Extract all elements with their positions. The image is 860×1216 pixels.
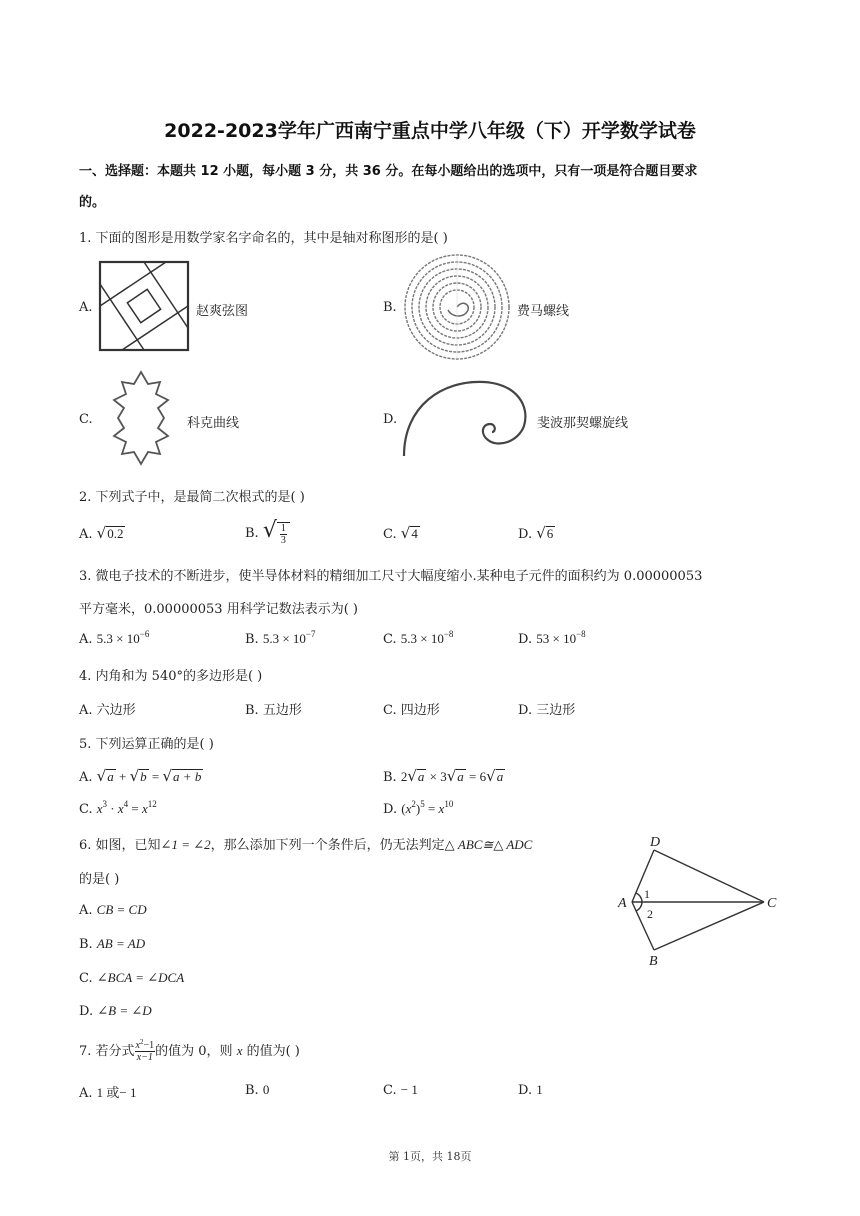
q3-option-c-letter: C. (383, 632, 397, 647)
q7-option-c (383, 1082, 418, 1098)
q5-option-a-radicand-3: a + b (173, 769, 202, 784)
q6-stem-line1 (79, 834, 532, 853)
q2-option-b-fraction (277, 522, 290, 546)
q1-option-a-letter: A. (79, 300, 93, 315)
q4-option-d (518, 699, 575, 718)
radical-sign: √ (262, 518, 277, 543)
q6-figure (612, 832, 782, 972)
q3-option-a-exponent: −6 (139, 629, 150, 639)
q6-angle-equation: ∠1 = ∠2 (160, 837, 211, 852)
figure-label-d: D (650, 835, 661, 850)
q5-option-c (79, 801, 157, 817)
q2-option-a-radicand: 0.2 (107, 526, 124, 541)
q2-option-c-radicand: 4 (411, 526, 418, 541)
q4-option-c (383, 699, 440, 718)
q2-option-b-letter: B. (245, 526, 259, 541)
q5-option-b (383, 767, 505, 785)
q6-option-a-letter: A. (79, 903, 93, 918)
radical-sign: √ (486, 767, 496, 785)
q5-option-d-exp-1: 2 (411, 799, 416, 809)
q7-stem (79, 1040, 300, 1063)
figure-angle-2: 2 (647, 907, 653, 921)
q7-option-d-letter: D. (518, 1083, 533, 1098)
q2-stem: 2. 下列式子中，是最简二次根式的是( ) (79, 490, 305, 505)
q2-option-d-letter: D. (518, 527, 533, 542)
q7-option-c-text: − 1 (400, 1082, 418, 1097)
q4-option-d-text: 三边形 (536, 703, 576, 718)
koch-curve-icon (96, 370, 186, 466)
q6-option-d (79, 1003, 152, 1019)
q5-option-b-letter: B. (383, 770, 397, 785)
q5-option-a-plus: + (115, 769, 130, 784)
radical-sign: √ (96, 767, 107, 785)
radical-sign: √ (162, 767, 173, 785)
radical-sign: √ (407, 767, 417, 785)
q6-option-b-text: AB = AD (96, 936, 146, 951)
q7-variable: x (236, 1043, 243, 1058)
q2-option-b-numerator: 1 (280, 522, 286, 534)
q4-option-b (245, 699, 302, 718)
q6-option-d-text: ∠B = ∠D (97, 1003, 152, 1018)
q5-option-c-exp-3: 12 (147, 799, 157, 809)
q2-option-a-letter: A. (79, 527, 93, 542)
q6-option-b (79, 936, 145, 952)
q3-option-b-exponent: −7 (305, 629, 316, 639)
radical-sign: √ (400, 524, 411, 542)
q5-option-d-equals: = (424, 801, 439, 816)
q1-option-d-caption: 斐波那契螺旋线 (537, 416, 629, 431)
q5-option-d-paren-open: ( (401, 801, 406, 816)
q6-congruence: △ ABC≅△ ADC (444, 837, 533, 852)
q3-option-c-exponent: −8 (443, 629, 454, 639)
q5-option-a-radicand-2: b (140, 769, 147, 784)
q7-option-b-letter: B. (245, 1083, 259, 1098)
q7-option-a-text: 1 或− 1 (96, 1085, 137, 1100)
q7-stem-pre: 7. 若分式 (79, 1044, 135, 1059)
q4-option-c-text: 四边形 (400, 703, 440, 718)
q7-stem-mid: 的值为 0，则 (155, 1044, 237, 1059)
q7-option-d-text: 1 (536, 1082, 543, 1097)
q5-option-c-equals: = (128, 801, 143, 816)
q3-option-a-letter: A. (79, 632, 93, 647)
q5-stem: 5. 下列运算正确的是( ) (79, 737, 214, 752)
q6-option-c-text: ∠BCA = ∠DCA (96, 970, 185, 985)
q2-option-c (383, 524, 420, 542)
q3-option-a-base: 5.3 × 10 (96, 631, 140, 646)
section-heading-cont: 的。 (79, 195, 106, 210)
q5-option-b-radicand-2: a (457, 769, 464, 784)
q1-option-d-letter: D. (383, 412, 398, 427)
q3-option-d-exponent: −8 (576, 629, 586, 639)
q7-numerator-exp: 2 (140, 1038, 144, 1046)
q5-option-b-radicand-3: a (496, 769, 504, 784)
q1-stem: 1. 下面的图形是用数学家名字命名的，其中是轴对称图形的是( ) (79, 231, 448, 246)
page-footer: 第 1页，共 18页 (388, 1150, 472, 1163)
q7-option-b (245, 1082, 269, 1098)
q5-option-d-exp-3: 10 (444, 799, 454, 809)
fibonacci-spiral-icon (402, 376, 532, 458)
q3-option-b-base: 5.3 × 10 (262, 631, 306, 646)
q2-option-d (518, 524, 555, 542)
q7-option-b-text: 0 (262, 1082, 270, 1097)
q3-option-a (79, 631, 149, 647)
q2-option-d-radicand: 6 (546, 526, 554, 541)
q4-option-a (79, 699, 136, 718)
section-heading: 一、选择题：本题共 12 小题，每小题 3 分，共 36 分。在每小题给出的选项中，只有一项是符合题目要求 (79, 164, 698, 179)
q5-option-d (383, 801, 453, 817)
q4-option-a-letter: A. (79, 703, 93, 718)
q3-option-d-base: 53 × 10 (536, 631, 577, 646)
q3-option-b (245, 631, 316, 647)
q7-option-a-letter: A. (79, 1086, 93, 1101)
q2-option-b-denominator: 3 (280, 534, 286, 546)
q7-option-a (79, 1082, 137, 1101)
q5-option-a-letter: A. (79, 770, 93, 785)
q1-option-b-caption: 费马螺线 (517, 304, 570, 319)
q3-option-d-letter: D. (518, 632, 533, 647)
q6-stem-line2: 的是( ) (79, 872, 120, 887)
q5-option-a (79, 767, 203, 785)
q5-option-b-coef: 2 (400, 769, 408, 784)
q1-option-a-caption: 赵爽弦图 (196, 304, 249, 319)
q4-option-d-letter: D. (518, 703, 533, 718)
q6-option-c (79, 970, 184, 986)
radical-sign: √ (536, 524, 546, 542)
figure-label-c: C (767, 896, 777, 911)
q5-option-c-var-1: x (96, 801, 103, 816)
figure-label-b: B (649, 954, 658, 969)
q4-option-b-text: 五边形 (262, 703, 302, 718)
q4-option-c-letter: C. (383, 703, 397, 718)
q7-numerator-var: x (135, 1040, 140, 1051)
q1-option-c-caption: 科克曲线 (187, 416, 240, 431)
q5-option-c-letter: C. (79, 802, 93, 817)
q7-fraction-numerator (135, 1040, 156, 1052)
q3-stem-line2: 平方毫米，0.00000053 用科学记数法表示为( ) (79, 602, 358, 617)
radical-sign: √ (446, 767, 457, 785)
q4-option-a-text: 六边形 (96, 703, 136, 718)
q3-stem-line1: 3. 微电子技术的不断进步，使半导体材料的精细加工尺寸大幅度缩小.某种电子元件的面积约为 0.00000053 (79, 569, 703, 584)
q6-option-d-letter: D. (79, 1004, 94, 1019)
page-title: 2022-2023学年广西南宁重点中学八年级（下）开学数学试卷 (164, 120, 696, 142)
q1-option-b-letter: B. (383, 300, 397, 315)
q2-option-a (79, 524, 125, 542)
q5-option-c-exp-1: 3 (102, 799, 108, 809)
q5-option-d-var-2: x (438, 801, 445, 816)
q7-option-d (518, 1082, 543, 1098)
q5-option-b-radicand-1: a (417, 769, 425, 784)
q7-numerator-rest: −1 (143, 1040, 155, 1051)
q4-option-b-letter: B. (245, 703, 259, 718)
q6-option-b-letter: B. (79, 937, 93, 952)
q5-option-a-equals: = (148, 769, 163, 784)
q5-option-b-equals: = 6 (465, 769, 487, 784)
zhao-shuang-diagram-icon (98, 260, 190, 352)
q5-option-a-radicand-1: a (107, 769, 114, 784)
q3-option-c-base: 5.3 × 10 (400, 631, 444, 646)
q5-option-c-dot: · (107, 801, 118, 816)
q6-option-c-letter: C. (79, 971, 93, 986)
q6-stem-pre: 6. 如图，已知 (79, 838, 161, 853)
q5-option-b-times: × 3 (426, 769, 447, 784)
q5-option-d-paren-close: ) (415, 801, 421, 816)
q7-option-c-letter: C. (383, 1083, 397, 1098)
q5-option-c-exp-2: 4 (123, 799, 129, 809)
q7-fraction-denominator: x−1 (136, 1052, 153, 1063)
q3-option-b-letter: B. (245, 632, 259, 647)
q5-option-d-var-1: x (405, 801, 412, 816)
radical-sign: √ (96, 524, 107, 542)
q3-option-d (518, 631, 586, 647)
figure-angle-1: 1 (644, 887, 650, 901)
q4-stem: 4. 内角和为 540°的多边形是( ) (79, 669, 263, 684)
q6-stem-mid: ，那么添加下列一个条件后，仍无法判定 (210, 838, 445, 853)
q3-option-c (383, 631, 453, 647)
q5-option-c-var-2: x (117, 801, 124, 816)
fermat-spiral-icon (402, 252, 512, 362)
q2-option-c-letter: C. (383, 527, 397, 542)
radical-sign: √ (129, 767, 140, 785)
q7-fraction (135, 1040, 156, 1063)
q5-option-c-var-3: x (142, 801, 148, 816)
q5-option-d-letter: D. (383, 802, 398, 817)
q6-option-a-text: CB = CD (96, 902, 147, 917)
q6-option-a (79, 902, 147, 918)
q2-option-b (245, 518, 290, 546)
q5-option-d-exp-2: 5 (420, 799, 425, 809)
q7-stem-post: 的值为( ) (242, 1044, 300, 1059)
q1-option-c-letter: C. (79, 412, 93, 427)
figure-label-a: A (618, 896, 627, 911)
